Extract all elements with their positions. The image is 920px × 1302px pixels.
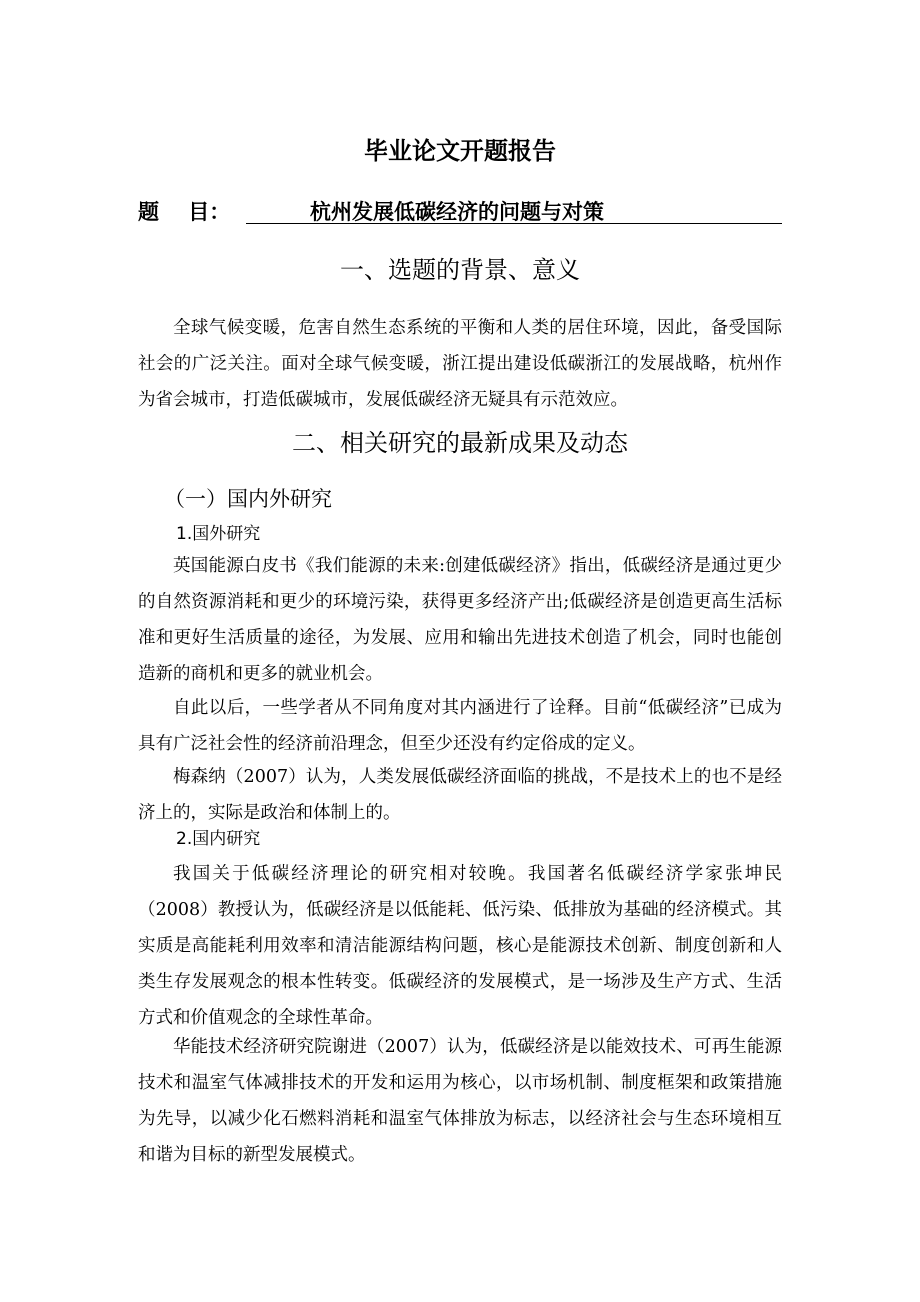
foreign-paragraph-3: 梅森纳（2007）认为，人类发展低碳经济面临的挑战，不是技术上的也不是经济上的，实际是政治和体制上的。 — [138, 767, 782, 823]
foreign-paragraph-1: 英国能源白皮书《我们能源的未来:创建低碳经济》指出，低碳经济是通过更少的自然资源消耗和更少的环境污染，获得更多经济产出;低碳经济是创造更高生活标准和更好生活质量的途径，为发展、应用和输出先进技术创造了机会，同时也能创造新的商机和更多的就业机会。 — [138, 556, 782, 684]
foreign-research-heading: 1.国外研究 — [176, 524, 261, 544]
section1-paragraph: 全球气候变暖，危害自然生态系统的平衡和人类的居住环境，因此，备受国际社会的广泛关注。面对全球气候变暖，浙江提出建设低碳浙江的发展战略，杭州作为省会城市，打造低碳城市，发展低碳经济无疑具有示范效应。 — [138, 318, 782, 410]
document-title: 毕业论文开题报告 — [364, 137, 556, 165]
topic-value: 杭州发展低碳经济的问题与对策 — [310, 200, 604, 224]
foreign-paragraph-2: 自此以后，一些学者从不同角度对其内涵进行了诠释。目前“低碳经济”已成为具有广泛社会性的经济前沿理念，但至少还没有约定俗成的定义。 — [138, 698, 782, 754]
section2-heading: 二、相关研究的最新成果及动态 — [292, 429, 628, 457]
topic-row — [138, 195, 782, 229]
domestic-paragraph-1: 我国关于低碳经济理论的研究相对较晚。我国著名低碳经济学家张坤民（2008）教授认为，低碳经济是以低能耗、低污染、低排放为基础的经济模式。其实质是高能耗利用效率和清洁能源结构问题，核心是能源技术创新、制度创新和人类生存发展观念的根本性转变。低碳经济的发展模式，是一场涉及生产方式、生活方式和价值观念的全球性革命。 — [138, 864, 782, 1028]
topic-label: 题 目： — [138, 200, 231, 224]
section1-heading: 一、选题的背景、意义 — [340, 256, 580, 284]
domestic-research-heading: 2.国内研究 — [176, 829, 261, 849]
subsection-heading: （一）国内外研究 — [164, 487, 332, 511]
domestic-paragraph-2: 华能技术经济研究院谢进（2007）认为，低碳经济是以能效技术、可再生能源技术和温室气体减排技术的开发和运用为核心，以市场机制、制度框架和政策措施为先导，以减少化石燃料消耗和温室气体排放为标志，以经济社会与生态环境相互和谐为目标的新型发展模式。 — [138, 1037, 782, 1165]
